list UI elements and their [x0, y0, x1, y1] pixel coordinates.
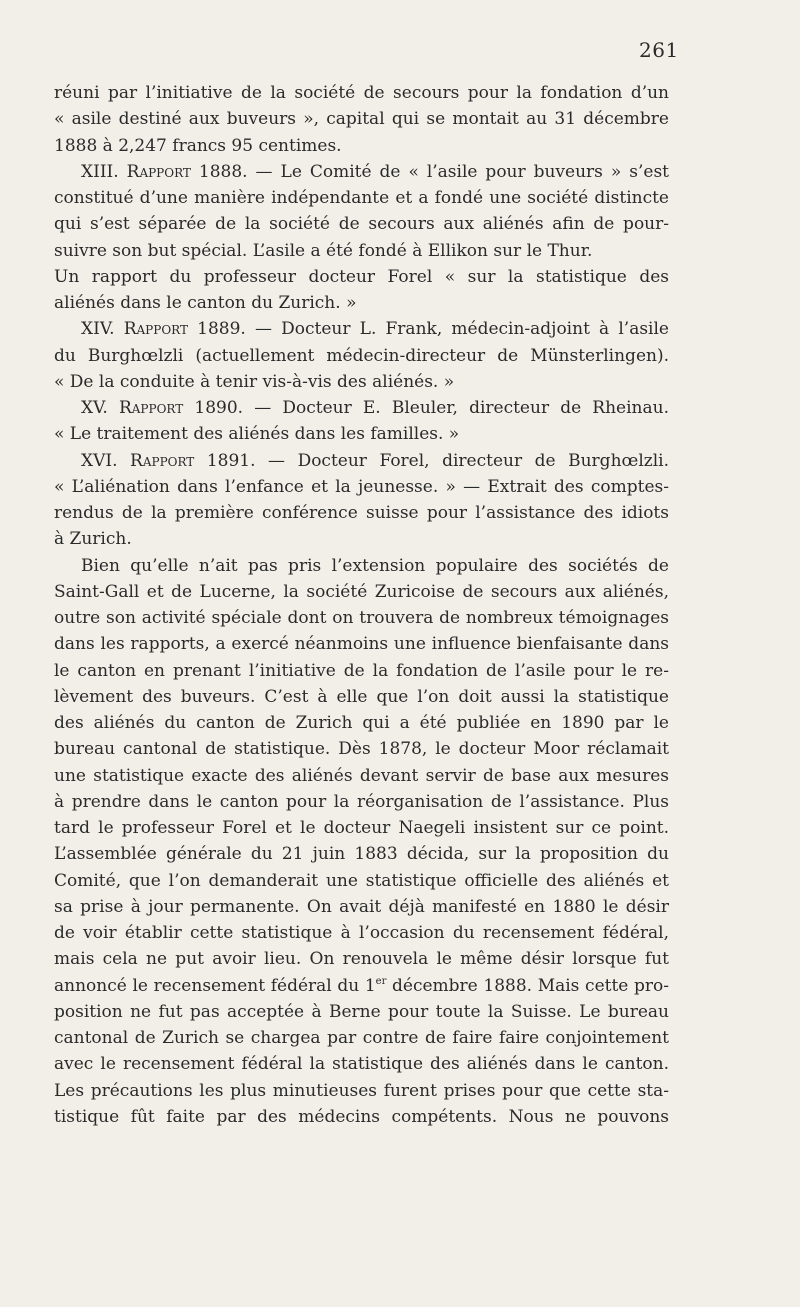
text-line: du Burghœlzli (actuellement médecin-directeur de Münsterlingen). — [54, 345, 669, 366]
text-line: rendus de la première conférence suisse pour l’assistance des idiots — [54, 503, 669, 523]
text-line: « L’aliénation dans l’enfance et la jeunesse. » — Extrait des comptes- — [54, 476, 669, 497]
text-run: 1891. — Docteur Forel, directeur de Burghœlzli. — [194, 450, 669, 471]
text-line: Un rapport du professeur docteur Forel « sur la statistique des — [54, 266, 669, 287]
text-line: tard le professeur Forel et le docteur Naegeli insistent sur ce point. — [54, 818, 669, 838]
text-line — [54, 448, 669, 474]
text-line: position ne fut pas acceptée à Berne pour toute la Suisse. Le bureau — [54, 1001, 669, 1022]
text-run: XIV. — [81, 319, 124, 340]
text-line: suivre son but spécial. L’asile a été fondé à Ellikon sur le Thur. — [54, 240, 593, 261]
text-line: le canton en prenant l’initiative de la fondation de l’asile pour le re- — [54, 660, 669, 681]
text-line: qui s’est séparée de la société de secours aux aliénés afin de pour- — [54, 214, 669, 235]
text-run: 1889. — Docteur L. Frank, médecin-adjoint à l’asile — [187, 319, 669, 340]
text-line: réuni par l’initiative de la société de secours pour la fondation d’un — [54, 83, 669, 103]
text-line: tistique fût faite par des médecins compétents. Nous ne pouvons — [54, 1106, 669, 1127]
page-number: 261 — [639, 38, 679, 62]
report-label: Rapport — [123, 319, 188, 340]
text-line: 1888 à 2,247 francs 95 centimes. — [54, 135, 342, 156]
text-line: « De la conduite à tenir vis-à-vis des aliénés. » — [54, 371, 455, 392]
text-run: 1888. — Le Comité de « l’asile pour buveurs » s’est — [190, 161, 669, 182]
text-line: à Zurich. — [54, 529, 132, 550]
text-line: lèvement des buveurs. C’est à elle que l’on doit aussi la statistique — [54, 686, 669, 707]
report-label: Rapport — [126, 161, 191, 182]
text-run: 1890. — Docteur E. Bleuler, directeur de Rheinau. — [183, 398, 669, 418]
text-run: décembre 1888. Mais cette pro- — [386, 975, 669, 996]
text-line: sa prise à jour permanente. On avait déjà manifesté en 1880 le désir — [54, 896, 669, 917]
text-line: « Le traitement des aliénés dans les familles. » — [54, 424, 460, 445]
text-line: constitué d’une manière indépendante et a fondé une société distincte — [54, 188, 669, 208]
text-line: Comité, que l’on demanderait une statistique officielle des aliénés et — [54, 870, 669, 891]
text-line: avec le recensement fédéral la statistique des aliénés dans le canton. — [54, 1054, 669, 1075]
superscript: er — [375, 975, 387, 987]
text-line — [54, 395, 669, 421]
text-line — [54, 973, 669, 999]
report-label: Rapport — [130, 450, 195, 471]
text-line: des aliénés du canton de Zurich qui a été publiée en 1890 par le — [54, 713, 669, 733]
text-line: mais cela ne put avoir lieu. On renouvela le même désir lorsque fut — [54, 949, 669, 970]
text-line: à prendre dans le canton pour la réorganisation de l’assistance. Plus — [54, 791, 669, 812]
text-line: « asile destiné aux buveurs », capital qui se montait au 31 décembre — [54, 109, 669, 130]
text-line: Les précautions les plus minutieuses furent prises pour que cette sta- — [54, 1080, 669, 1101]
text-run: XVI. — [81, 450, 131, 471]
text-line: outre son activité spéciale dont on trouvera de nombreux témoignages — [54, 608, 669, 628]
text-line: bureau cantonal de statistique. Dès 1878, le docteur Moor réclamait — [54, 739, 669, 760]
text-line — [54, 316, 669, 342]
report-label: Rapport — [118, 398, 184, 418]
text-line: dans les rapports, a exercé néanmoins une influence bienfaisante dans — [54, 634, 669, 655]
text-run: XIII. — [81, 161, 127, 182]
body-text — [54, 80, 669, 1130]
text-line: Saint-Gall et de Lucerne, la société Zuricoise de secours aux aliénés, — [54, 581, 669, 602]
text-line: aliénés dans le canton du Zurich. » — [54, 293, 357, 313]
text-line: une statistique exacte des aliénés devant servir de base aux mesures — [54, 765, 669, 786]
text-line: de voir établir cette statistique à l’occasion du recensement fédéral, — [54, 923, 669, 943]
text-line — [54, 159, 669, 185]
text-line: L’assemblée générale du 21 juin 1883 décida, sur la proposition du — [54, 844, 669, 865]
text-line: Bien qu’elle n’ait pas pris l’extension populaire des sociétés de — [81, 555, 669, 576]
text-run: annoncé le recensement fédéral du 1 — [54, 975, 376, 996]
text-line: cantonal de Zurich se chargea par contre de faire faire conjointement — [54, 1028, 669, 1048]
text-run: XV. — [81, 398, 119, 418]
